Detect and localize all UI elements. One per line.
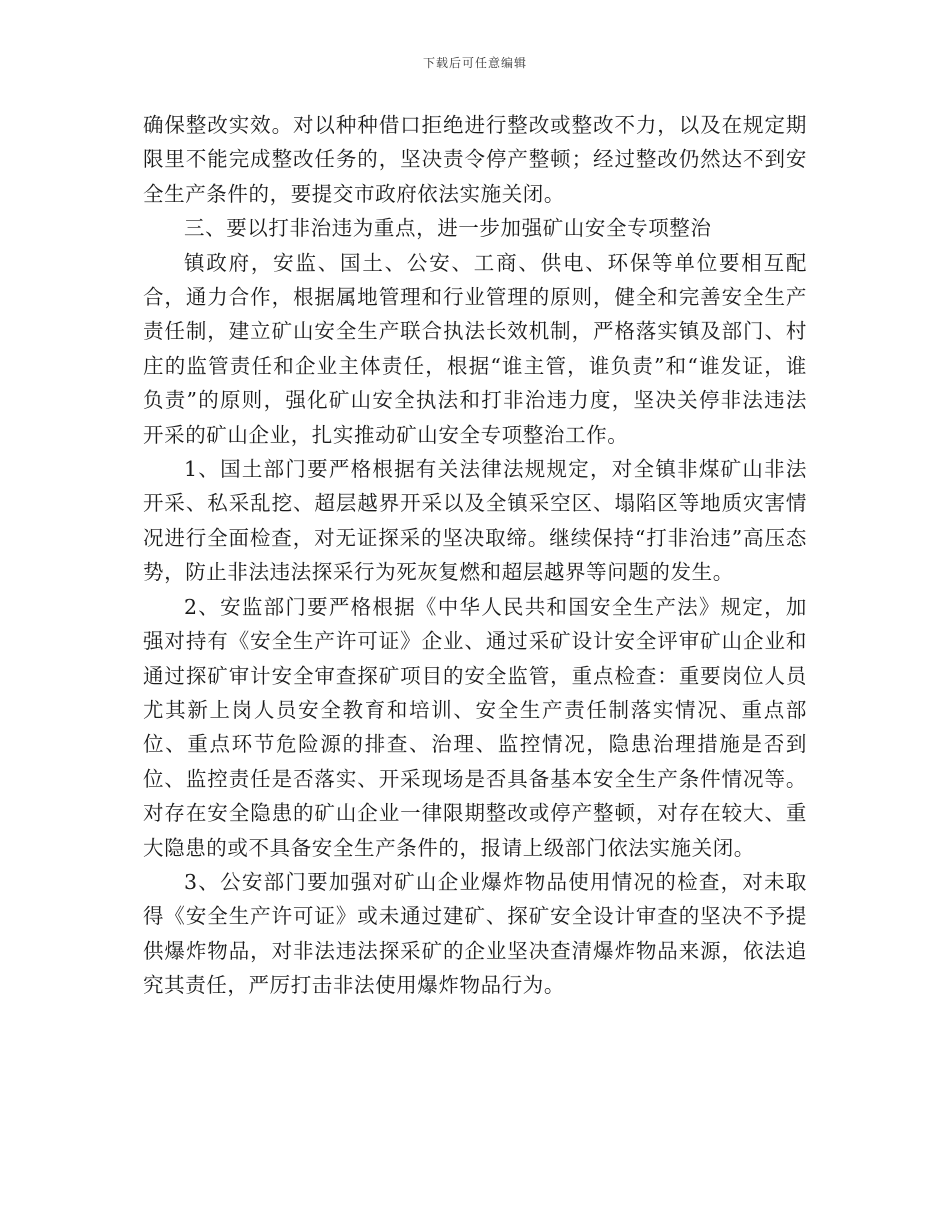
section-heading: 三、要以打非治违为重点，进一步加强矿山安全专项整治	[184, 216, 712, 241]
paragraph-continuation: 确保整改实效。对以种种借口拒绝进行整改或整改不力，以及在规定期限里不能完成整改任务的，坚决责令停产整顿；经过整改仍然达不到安全生产条件的，要提交市政府依法实施关闭。	[143, 113, 807, 206]
page-header: 下载后可任意编辑	[422, 56, 527, 70]
paragraph-overview: 镇政府，安监、国土、公安、工商、供电、环保等单位要相互配合，通力合作，根据属地管理和行业管理的原则，健全和完善安全生产责任制，建立矿山安全生产联合执法长效机制，严格落实镇及部门、村庄的监管责任和企业主体责任，根据“谁主管，谁负责”和“谁发证，谁负责”的原则，强化矿山安全执法和打非治违力度，坚决关停非法违法开采的矿山企业，扎实推动矿山安全专项整治工作。	[143, 250, 807, 447]
paragraph-item-3: 3、公安部门要加强对矿山企业爆炸物品使用情况的检查，对未取得《安全生产许可证》或未通过建矿、探矿安全设计审查的坚决不予提供爆炸物品，对非法违法探采矿的企业坚决查清爆炸物品来源，依法追究其责任，严厉打击非法使用爆炸物品行为。	[143, 869, 807, 998]
paragraph-item-2: 2、安监部门要严格根据《中华人民共和国安全生产法》规定，加强对持有《安全生产许可证》企业、通过采矿设计安全评审矿山企业和通过探矿审计安全审查探矿项目的安全监管，重点检查：重要岗位人员尤其新上岗人员安全教育和培训、安全生产责任制落实情况、重点部位、重点环节危险源的排查、治理、监控情况，隐患治理措施是否到位、监控责任是否落实、开采现场是否具备基本安全生产条件情况等。对存在安全隐患的矿山企业一律限期整改或停产整顿，对存在较大、重大隐患的或不具备安全生产条件的，报请上级部门依法实施关闭。	[143, 594, 807, 860]
document-body	[143, 108, 807, 1003]
paragraph-item-1: 1、国土部门要严格根据有关法律法规规定，对全镇非煤矿山非法开采、私采乱挖、超层越界开采以及全镇采空区、塌陷区等地质灾害情况进行全面检查，对无证探采的坚决取缔。继续保持“打非治违”高压态势，防止非法违法探采行为死灰复燃和超层越界等问题的发生。	[143, 457, 807, 585]
